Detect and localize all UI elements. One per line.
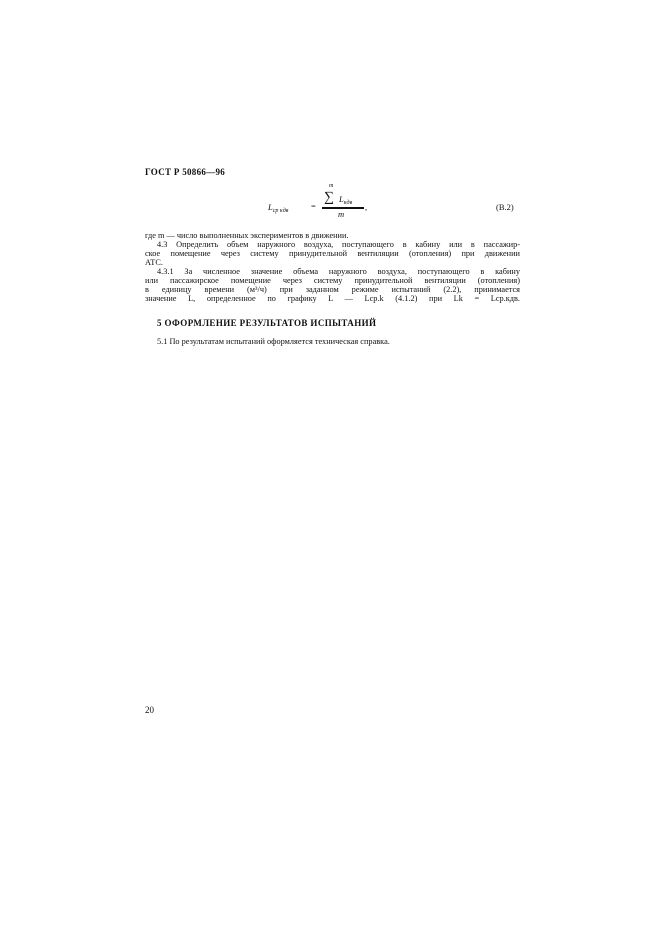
formula-b2 bbox=[268, 183, 378, 227]
paragraph-4-3-line: 4.3 Определить объем наружного воздуха, поступающего в кабину или в пассажир- bbox=[157, 240, 520, 249]
paragraph-4-3-line: АТС. bbox=[145, 258, 163, 267]
formula-equals: = bbox=[311, 201, 316, 211]
equation-number: (В.2) bbox=[496, 202, 514, 212]
section-heading: 5 ОФОРМЛЕНИЕ РЕЗУЛЬТАТОВ ИСПЫТАНИЙ bbox=[157, 318, 377, 328]
formula-lhs bbox=[268, 202, 288, 214]
numerator-symbol: L bbox=[339, 194, 344, 204]
paragraph-4-3-1-line: 4.3.1 За численное значение объема наружного воздуха, поступающего в кабину bbox=[157, 267, 520, 276]
formula-lhs-sub: ср кдв bbox=[272, 208, 289, 214]
numerator-sub: кдв bbox=[343, 200, 353, 206]
sum-symbol: ∑ bbox=[324, 190, 334, 205]
paragraph-5-1: 5.1 По результатам испытаний оформляется техническая справка. bbox=[157, 337, 390, 346]
formula-numerator bbox=[339, 194, 352, 206]
sum-upper-limit: m bbox=[329, 183, 334, 189]
body-text bbox=[145, 231, 520, 303]
paragraph-4-3-1-line: или пассажирское помещение через систему принудительной вентиляции (отопления) bbox=[145, 276, 520, 285]
document-header: ГОСТ Р 50866—96 bbox=[145, 167, 226, 177]
paragraph-4-3-1-line: значение L, определенное по графику L — Lср.k (4.1.2) при Lk = Lср.кдв. bbox=[145, 294, 520, 303]
formula-denominator: m bbox=[338, 209, 345, 219]
page-number: 20 bbox=[145, 705, 154, 715]
paragraph-4-3-1-line: в единицу времени (м³/ч) при заданном режиме испытаний (2.2), принимается bbox=[145, 285, 520, 294]
where-line: где m — число выполненных экспериментов в движении. bbox=[145, 231, 349, 240]
formula-comma: , bbox=[365, 202, 368, 212]
paragraph-4-3-line: ское помещение через систему принудительной вентиляции (отопления) при движении bbox=[145, 249, 520, 258]
formula-lhs-symbol: L bbox=[268, 202, 273, 212]
